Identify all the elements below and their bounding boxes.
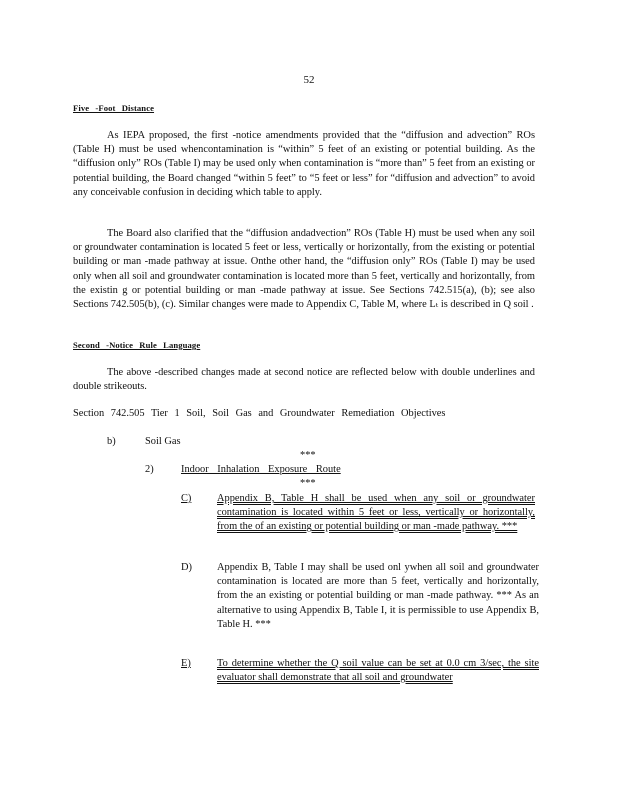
paragraph-five-foot-1: As IEPA proposed, the first -notice amendments provided that the “diffusion and advection” ROs (Table H) must be used whencontamination is “within” 5 feet of an existing or potential building. As the “diffusion only” ROs (Table I) may be used only when contamination is “more than” 5 feet from an existing or potential building, the Board changed “within 5 feet” to “5 feet or less” for “diffusion and advection” to avoid any conceivable confusion in deciding which table to apply. [73, 130, 535, 198]
subsection-b-label: b) [107, 436, 116, 447]
item-C-text: Appendix B, Table H shall be used when any soil or groundwater contamination is located within 5 feet or less, vertically or horizontally, from the of an existing or potential building or man -made pathway. *** [217, 493, 535, 533]
subsection-b-text: Soil Gas [145, 436, 181, 447]
section-title: Section 742.505 Tier 1 Soil, Soil Gas and Groundwater Remediation Objectives [73, 408, 446, 419]
paragraph-five-foot-2: The Board also clarified that the “diffusion andadvection” ROs (Table H) must be used when any soil or groundwater contamination is located 5 feet or less, vertically or horizontally, from the existing or potential building or man -made pathway at issue. Onthe other hand, the “diffusion only” ROs (Table I) may be used only when all soil and groundwater contamination is located more than 5 feet, vertically and horizontally, from the existin g or potential building or man -made pathway at issue. See Sections 742.515(a), (b); see also Sections 742.505(b), (c). Similar changes were made to Appendix C, Table M, where Lₜ is described in Q soil . [73, 228, 535, 311]
page-number: 52 [303, 74, 315, 86]
section-heading-five-foot: Five -Foot Distance [73, 103, 155, 113]
item-2-text: Indoor Inhalation Exposure Route [181, 464, 341, 475]
item-D-label: D) [181, 562, 192, 573]
item-D-text: Appendix B, Table I may shall be used onl ywhen all soil and groundwater contamination is located are more than 5 feet, vertically and horizontally, from the an existing or potential building or man -made pathway. *** As an alternative to using Appendix B, Table I, it is permissible to use Appendix B, Table H. *** [217, 562, 539, 630]
item-2-label: 2) [145, 464, 154, 475]
section-heading-second-notice: Second -Notice Rule Language [73, 340, 201, 350]
item-C-label: C) [181, 493, 192, 504]
item-E-text: To determine whether the Q soil value can be set at 0.0 cm 3/sec, the site evaluator shall demonstrate that all soil and groundwater [217, 658, 539, 684]
paragraph-second-notice: The above -described changes made at second notice are reflected below with double underlines and double strikeouts. [73, 367, 535, 393]
omission-stars: *** [300, 478, 316, 489]
item-E-label: E) [181, 658, 191, 669]
omission-stars: *** [300, 450, 316, 461]
